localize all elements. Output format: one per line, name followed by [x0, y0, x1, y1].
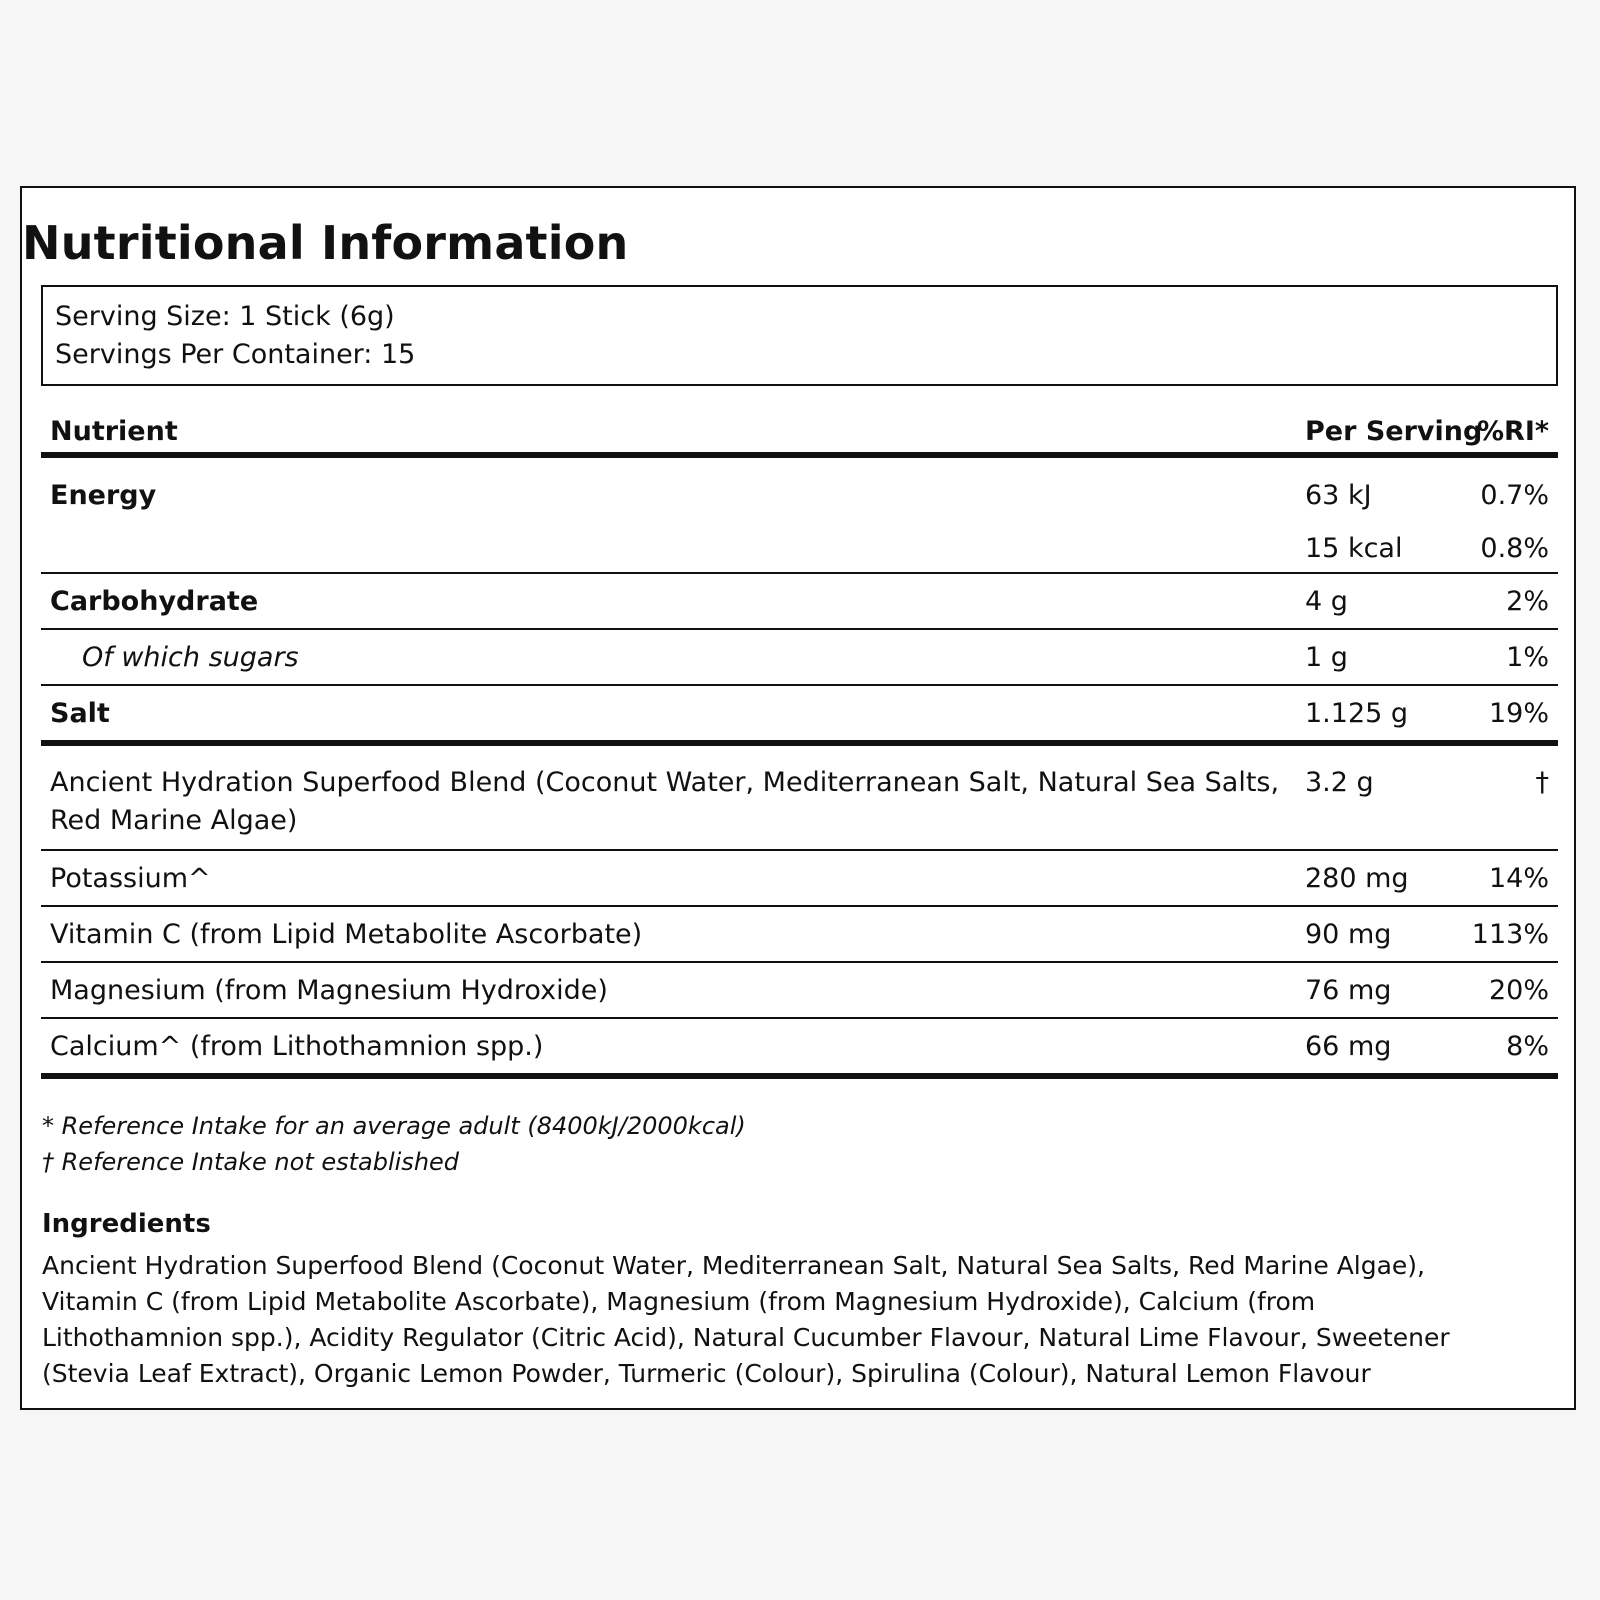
table-row-salt [41, 686, 1558, 746]
nutrient-ri: 113% [1471, 919, 1549, 950]
nutrient-ri: 8% [1506, 1031, 1549, 1062]
nutrient-ri: 0.8% [1480, 533, 1549, 564]
nutrient-name: Ancient Hydration Superfood Blend (Coconut Water, Mediterranean Salt, Natural Sea Salts, Red Marine Algae) [50, 767, 1280, 836]
nutrient-amount: 280 mg [1305, 863, 1409, 894]
nutrient-ri: 1% [1506, 642, 1549, 673]
header-nutrient: Nutrient [50, 416, 178, 447]
nutrient-ri: 14% [1488, 863, 1549, 894]
nutrient-name: Magnesium (from Magnesium Hydroxide) [50, 975, 608, 1006]
table-row-energy-kcal [41, 512, 1558, 574]
nutrient-name: Of which sugars [82, 642, 299, 673]
nutrient-amount: 15 kcal [1305, 533, 1403, 564]
nutrient-name: Calcium^ (from Lithothamnion spp.) [50, 1031, 544, 1062]
serving-size: Serving Size: 1 Stick (6g) [55, 301, 395, 332]
nutrient-amount: 76 mg [1305, 975, 1392, 1006]
nutrient-amount: 1 g [1305, 642, 1348, 673]
servings-per-container: Servings Per Container: 15 [55, 339, 416, 370]
nutrient-amount: 63 kJ [1305, 480, 1372, 511]
header-ri: %RI* [1476, 416, 1549, 447]
table-row-sugars [41, 630, 1558, 686]
table-row-energy-kj [41, 458, 1558, 512]
header-per-serving: Per Serving [1305, 416, 1483, 447]
table-row-superfood-blend [41, 746, 1558, 851]
footnotes [42, 1108, 746, 1180]
panel-title: Nutritional Information [22, 216, 629, 270]
nutrient-name: Potassium^ [50, 863, 211, 894]
table-row-carbohydrate [41, 574, 1558, 630]
ingredients-heading: Ingredients [42, 1209, 211, 1239]
footnote-reference-intake: * Reference Intake for an average adult (8400kJ/2000kcal) [42, 1112, 746, 1140]
ingredients-list: Ancient Hydration Superfood Blend (Coconut Water, Mediterranean Salt, Natural Sea Salts, Red Marine Algae), Vitamin C (from Lipid Metabolite Ascorbate), Magnesium (from Magnesium Hydroxide), Calcium (from Lithothamnion spp.), Acidity Regulator (Citric Acid), Natural Cucumber Flavour, Natural Lime Flavour, Sweetener (Stevia Leaf Extract), Organic Lemon Powder, Turmeric (Colour), Spirulina (Colour), Natural Lemon Flavour [42, 1251, 1450, 1388]
nutrient-table [41, 406, 1558, 1079]
nutrient-name: Salt [50, 698, 110, 729]
nutrient-ri: 2% [1506, 586, 1549, 617]
nutrient-ri: 19% [1488, 698, 1549, 729]
nutrient-name: Carbohydrate [50, 586, 259, 617]
nutrient-ri: † [1535, 767, 1549, 798]
nutrient-ri: 0.7% [1480, 480, 1549, 511]
nutrient-amount: 90 mg [1305, 919, 1392, 950]
table-row-magnesium [41, 963, 1558, 1019]
serving-info-box [41, 285, 1558, 386]
nutrient-amount: 4 g [1305, 586, 1348, 617]
nutrient-ri: 20% [1488, 975, 1549, 1006]
nutrient-name: Vitamin C (from Lipid Metabolite Ascorbate) [50, 919, 643, 950]
table-header-row [41, 406, 1558, 458]
nutrient-amount: 3.2 g [1305, 767, 1374, 798]
footnote-not-established: † Reference Intake not established [42, 1148, 460, 1176]
nutrient-amount: 1.125 g [1305, 698, 1409, 729]
table-row-potassium [41, 851, 1558, 907]
table-row-calcium [41, 1019, 1558, 1079]
nutrient-name: Energy [50, 480, 157, 511]
table-row-vitamin-c [41, 907, 1558, 963]
nutrient-amount: 66 mg [1305, 1031, 1392, 1062]
